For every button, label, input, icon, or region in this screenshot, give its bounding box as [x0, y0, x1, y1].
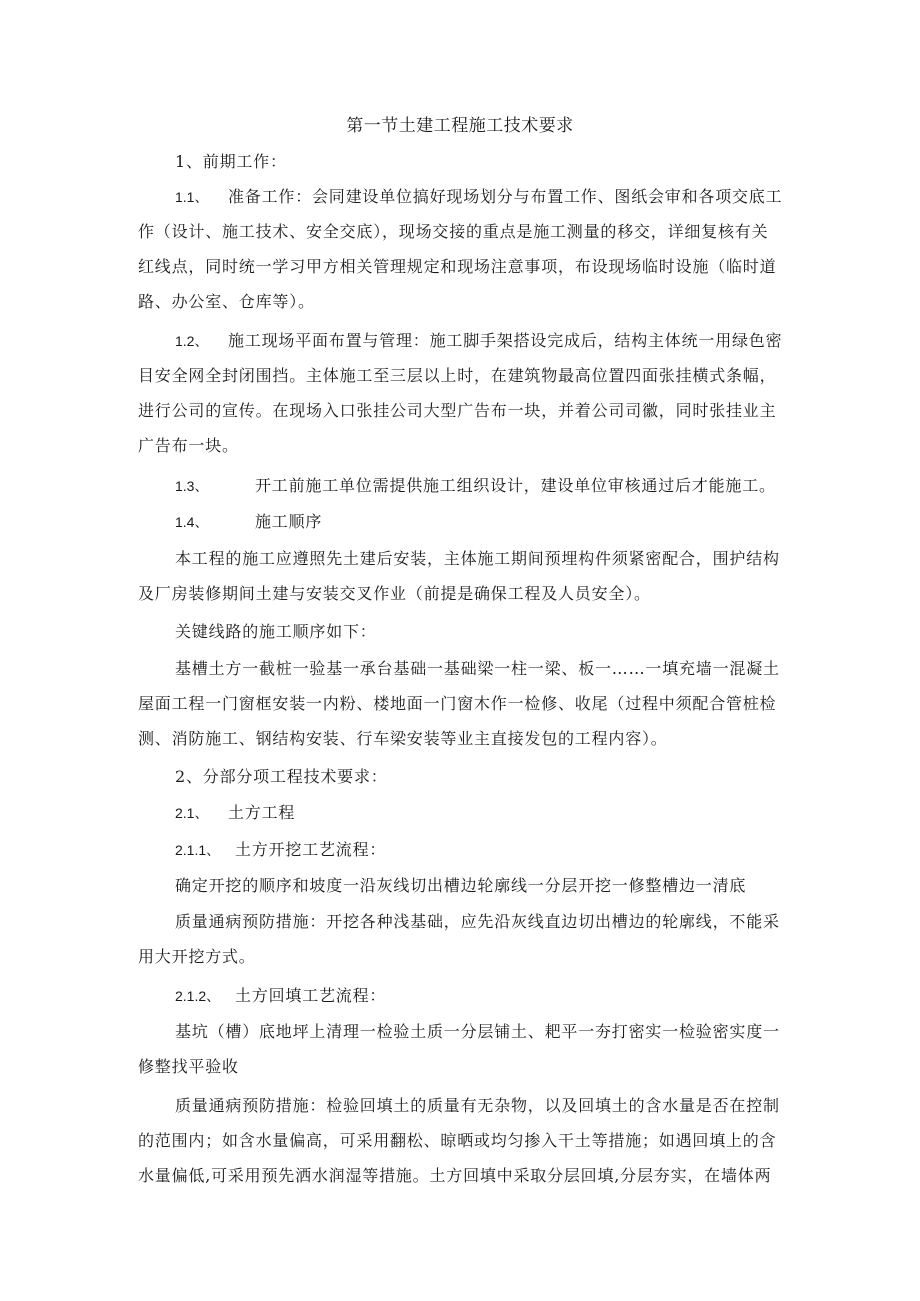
- line-text: 广告布一块。: [138, 436, 239, 455]
- paragraph-1-1-line: [175, 185, 782, 209]
- line-text: 土方开挖工艺流程：: [235, 840, 387, 859]
- line-text: 作（设计、施工技术、安全交底），现场交接的重点是施工测量的移交，详细复核有关: [138, 222, 769, 241]
- paragraph-line: [138, 290, 315, 314]
- paragraph-line: [138, 220, 768, 244]
- line-text: 水量偏低,可采用预先洒水润湿等措施。土方回填中采取分层回填,分层夯实，在墙体两: [138, 1166, 772, 1185]
- line-text: 的范围内；如含水量偏高，可采用翻松、晾晒或均匀掺入干土等措施；如遇回填上的含: [138, 1131, 777, 1150]
- paragraph-line: [138, 1129, 776, 1153]
- paragraph-line: [138, 1164, 771, 1188]
- paragraph-line: [175, 620, 377, 644]
- line-text: 质量通病预防措施：开挖各种浅基础，应先沿灰线直边切出槽边的轮廓线，不能采: [175, 912, 780, 931]
- line-text: 用大开挖方式。: [138, 947, 256, 966]
- paragraph-line: [138, 399, 776, 423]
- line-text: 1、前期工作：: [175, 152, 287, 171]
- heading-2-1: [175, 801, 295, 825]
- paragraph-line: [138, 1055, 239, 1079]
- section-number: 1.2、: [175, 333, 209, 349]
- line-text: 本工程的施工应遵照先土建后安装，主体施工期间预埋构件须紧密配合，围护结构: [175, 549, 780, 568]
- paragraph-line: [138, 364, 776, 388]
- line-text: 准备工作：会同建设单位搞好现场划分与布置工作、图纸会审和各项交底工: [228, 187, 783, 206]
- paragraph-1-4-line: [175, 510, 322, 534]
- paragraph-1-2-line: [175, 329, 782, 353]
- paragraph-line: [138, 692, 776, 716]
- line-text: 基坑（槽）底地坪上清理一检验土质一分层铺土、耙平一夯打密实一检验密实度一: [175, 1022, 780, 1041]
- section-number: 2.1.1、: [175, 842, 221, 858]
- line-text: 修整找平验收: [138, 1057, 239, 1076]
- heading-2-1-2: [175, 984, 386, 1008]
- paragraph-line: [138, 945, 256, 969]
- paragraph-1-3-line: [175, 474, 776, 498]
- line-text: 质量通病预防措施：检验回填土的质量有无杂物，以及回填土的含水量是否在控制: [175, 1096, 780, 1115]
- paragraph-line: [138, 582, 651, 606]
- paragraph-line: [175, 547, 780, 571]
- line-text: 关键线路的施工顺序如下：: [175, 622, 377, 641]
- line-text: 施工现场平面布置与管理：施工脚手架搭设完成后，结构主体统一用绿色密: [228, 331, 783, 350]
- section-number: 2.1.2、: [175, 988, 221, 1004]
- paragraph-line: [175, 657, 780, 681]
- line-text: 施工顺序: [255, 512, 323, 531]
- heading-2: [175, 765, 388, 789]
- paragraph-line: [175, 874, 746, 898]
- line-text: 土方工程: [228, 803, 296, 822]
- line-text: 进行公司的宣传。在现场入口张挂公司大型广告布一块，并着公司司徽，同时张挂业主: [138, 401, 777, 420]
- section-number: 2.1、: [175, 805, 209, 821]
- document-title: 第一节土建工程施工技术要求: [346, 116, 574, 136]
- paragraph-line: [175, 1094, 780, 1118]
- line-text: 及厂房装修期间土建与安装交叉作业（前提是确保工程及人员安全）。: [138, 584, 651, 603]
- heading-2-1-1: [175, 838, 386, 862]
- section-number: 1.4、: [175, 514, 209, 530]
- paragraph-line: [175, 910, 780, 934]
- line-text: 目安全网全封闭围挡。主体施工至三层以上时，在建筑物最高位置四面张挂横式条幅，: [138, 366, 777, 385]
- line-text: 确定开挖的顺序和坡度一沿灰线切出槽边轮廓线一分层开挖一修整槽边一清底: [175, 876, 747, 895]
- paragraph-line: [175, 1020, 780, 1044]
- line-text: 基槽土方一截桩一验基一承台基础一基础梁一柱一梁、板一……一填充墙一混凝土: [175, 659, 780, 678]
- line-text: 土方回填工艺流程：: [235, 986, 387, 1005]
- section-number: 1.3、: [175, 478, 209, 494]
- paragraph-line: [138, 727, 668, 751]
- line-text: 路、办公室、仓库等）。: [138, 292, 315, 311]
- paragraph-line: [138, 255, 776, 279]
- line-text: 屋面工程一门窗框安装一内粉、楼地面一门窗木作一检修、收尾（过程中须配合管桩检: [138, 694, 777, 713]
- heading-1: [175, 150, 287, 174]
- paragraph-line: [138, 434, 239, 458]
- line-text: 红线点，同时统一学习甲方相关管理规定和现场注意事项，布设现场临时设施（临时道: [138, 257, 777, 276]
- section-number: 1.1、: [175, 189, 209, 205]
- line-text: 2、分部分项工程技术要求：: [175, 767, 388, 786]
- line-text: 开工前施工单位需提供施工组织设计，建设单位审核通过后才能施工。: [255, 476, 776, 495]
- line-text: 测、消防施工、钢结构安装、行车梁安装等业主直接发包的工程内容）。: [138, 729, 668, 748]
